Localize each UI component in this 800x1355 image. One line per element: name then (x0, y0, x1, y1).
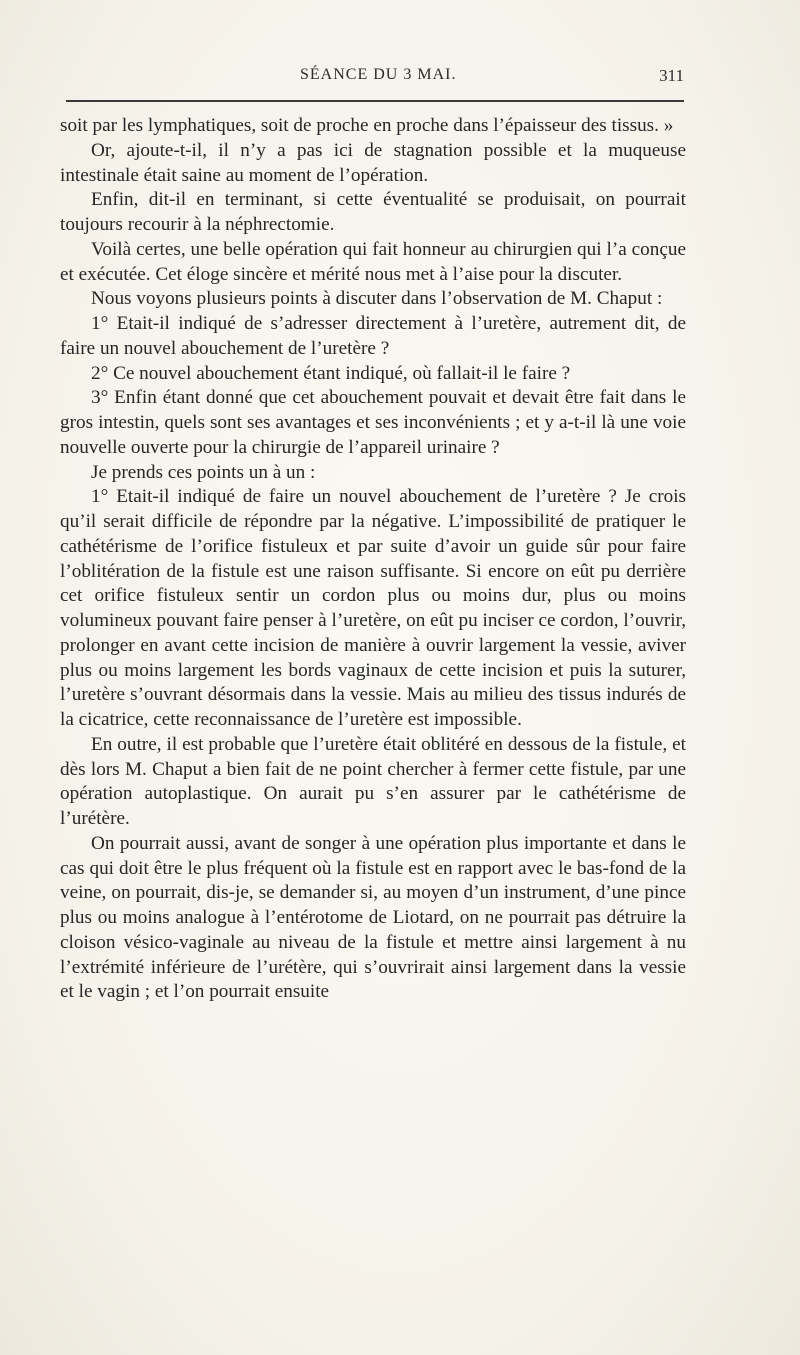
paragraph: Voilà certes, une belle opération qui fait honneur au chirurgien qui l’a conçue et exécutée. Cet éloge sincère et mérité nous met à l’aise pour la discuter. (60, 238, 686, 285)
body-text (60, 114, 686, 1005)
running-title: SÉANCE DU 3 MAI. (300, 66, 457, 83)
paragraph: soit par les lymphatiques, soit de proche en proche dans l’épaisseur des tissus. » (60, 115, 674, 136)
numbered-question-1: 1° Etait-il indiqué de s’adresser directement à l’uretère, autrement dit, de faire un nouvel abouchement de l’uretère ? (60, 313, 686, 359)
paragraph: En outre, il est probable que l’uretère était oblitéré en dessous de la fistule, et dès lors M. Chaput a bien fait de ne point chercher à fermer cette fistule, par une opération autoplastique. On aurait pu s’en assurer par le cathétérisme de l’urétère. (60, 733, 686, 829)
paragraph: Or, ajoute-t-il, il n’y a pas ici de stagnation possible et la muqueuse intestinale était saine au moment de l’opération. (60, 139, 686, 186)
numbered-question-2: 2° Ce nouvel abouchement étant indiqué, où fallait-il le faire ? (91, 362, 571, 384)
paragraph: 1° Etait-il indiqué de faire un nouvel abouchement de l’uretère ? Je crois qu’il serait difficile de répondre par la négative. L’impossibilité de pratiquer le cathétérisme de l’orifice fistuleux et par suite d’avoir un guide sûr pour faire l’oblitération de la fistule est une raison suffisante. Si encore on eût pu derrière cet orifice fistuleux sentir un cordon plus ou moins dur, plus ou moins volumineux pouvant faire penser à l’uretère, on eût pu inciser ce cordon, l’ouvrir, prolonger en avant cette incision de manière à ouvrir largement la vessie, aviver plus ou moins largement les bords vaginaux de cette incision et puis la suturer, l’uretère s’ouvrant désormais dans la vessie. Mais au milieu des tissus indurés de la cicatrice, cette reconnaissance de l’uretère est impossible. (60, 486, 686, 730)
paragraph: Je prends ces points un à un : (91, 461, 316, 483)
numbered-question-3: 3° Enfin étant donné que cet abouchement pouvait et devait être fait dans le gros intestin, quels sont ses avantages et ses inconvénients ; et y a-t-il là une voie nouvelle ouverte pour la chirurgie de l’appareil urinaire ? (60, 387, 686, 458)
paragraph: Nous voyons plusieurs points à discuter dans l’observation de M. Chaput : (91, 288, 663, 310)
paragraph: Enfin, dit-il en terminant, si cette éventualité se produisait, on pourrait toujours recourir à la néphrectomie. (60, 189, 686, 235)
header-rule (66, 100, 684, 102)
paragraph: On pourrait aussi, avant de songer à une opération plus importante et dans le cas qui doit être le plus fréquent où la fistule est en rapport avec le bas-fond de la veine, on pourrait, dis-je, se demander si, au moyen d’un instrument, d’une pince plus ou moins analogue à l’entérotome de Liotard, on ne pourrait pas détruire la cloison vésico-vaginale au niveau de la fistule et mettre ainsi largement à nu l’extrémité inférieure de l’urétère, qui s’ouvrirait ainsi largement dans la vessie et le vagin ; et l’on pourrait ensuite (60, 832, 686, 1003)
page-number: 311 (659, 66, 684, 85)
page-header (64, 66, 684, 90)
